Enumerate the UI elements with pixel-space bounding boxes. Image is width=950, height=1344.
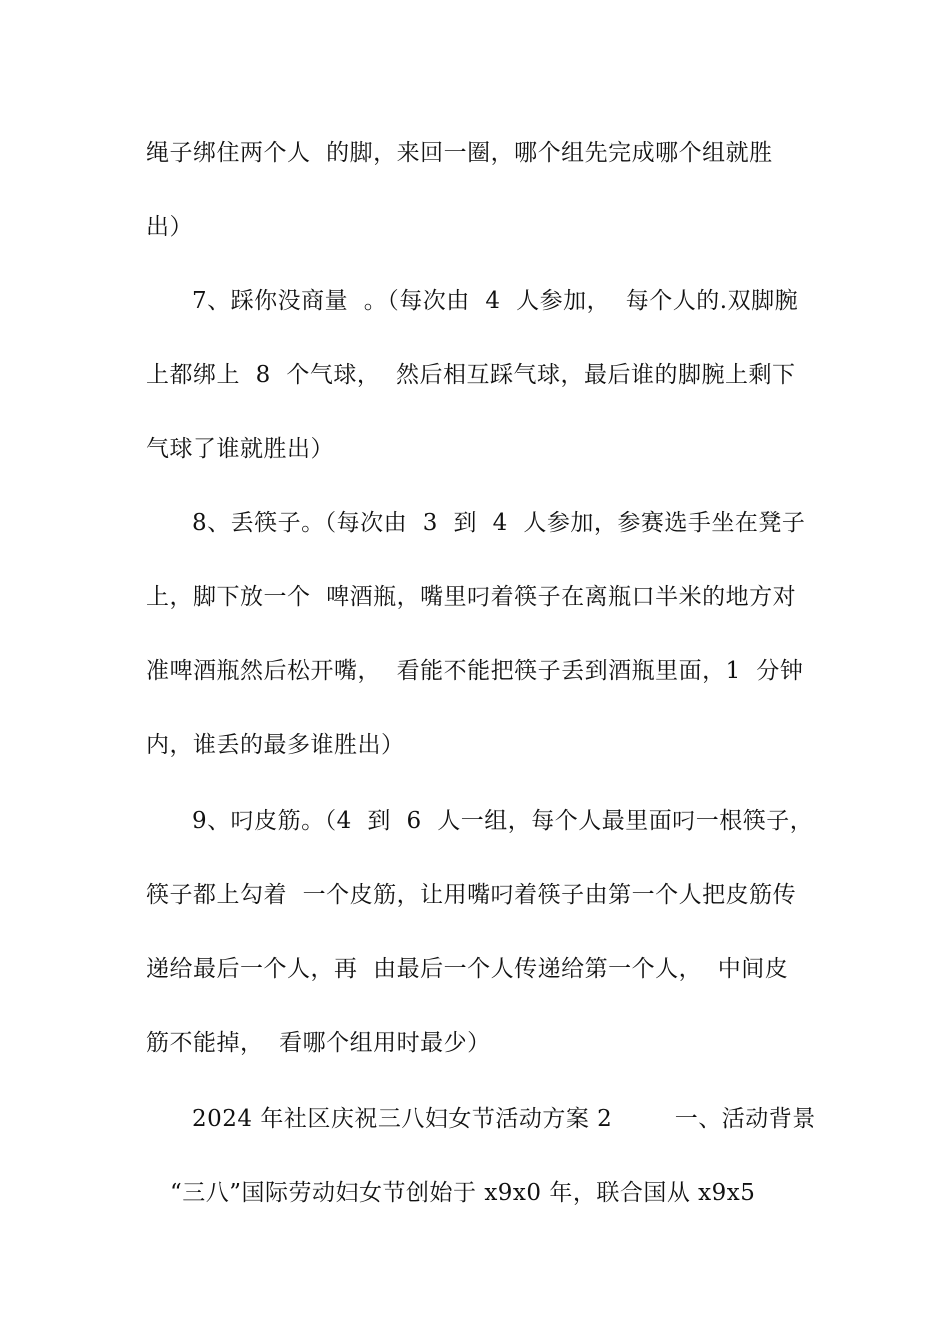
text-line-2: 出） xyxy=(146,214,193,240)
text-line-3: 7、踩你没商量 。（每次由 4 人参加， 每个人的.双脚腕 xyxy=(192,288,799,314)
section-heading-line: 2024 年社区庆祝三八妇女节活动方案 2 一、活动背景 xyxy=(192,1106,816,1132)
text-line-11: 筷子都上勾着 一个皮筋，让用嘴叼着筷子由第一个人把皮筋传 xyxy=(146,882,797,908)
text-line-6: 8、丢筷子。（每次由 3 到 4 人参加，参赛选手坐在凳子 xyxy=(192,510,806,536)
text-line-15: “三八”国际劳动妇女节创始于 x9x0 年，联合国从 x9x5 xyxy=(170,1180,756,1206)
text-line-12: 递给最后一个人，再 由最后一个人传递给第一个人， 中间皮 xyxy=(146,956,789,982)
text-line-7: 上，脚下放一个 啤酒瓶，嘴里叼着筷子在离瓶口半米的地方对 xyxy=(146,584,797,610)
text-line-8: 准啤酒瓶然后松开嘴， 看能不能把筷子丢到酒瓶里面，1 分钟 xyxy=(146,658,804,684)
text-line-13: 筋不能掉， 看哪个组用时最少） xyxy=(146,1030,491,1056)
text-line-4: 上都绑上 8 个气球， 然后相互踩气球，最后谁的脚腕上剩下 xyxy=(146,362,796,388)
text-line-10: 9、叼皮筋。（4 到 6 人一组，每个人最里面叼一根筷子， xyxy=(192,808,814,834)
text-line-5: 气球了谁就胜出） xyxy=(146,436,334,462)
text-line-9: 内，谁丢的最多谁胜出） xyxy=(146,732,405,758)
text-line-1: 绳子绑住两个人 的脚，来回一圈，哪个组先完成哪个组就胜 xyxy=(146,140,773,166)
